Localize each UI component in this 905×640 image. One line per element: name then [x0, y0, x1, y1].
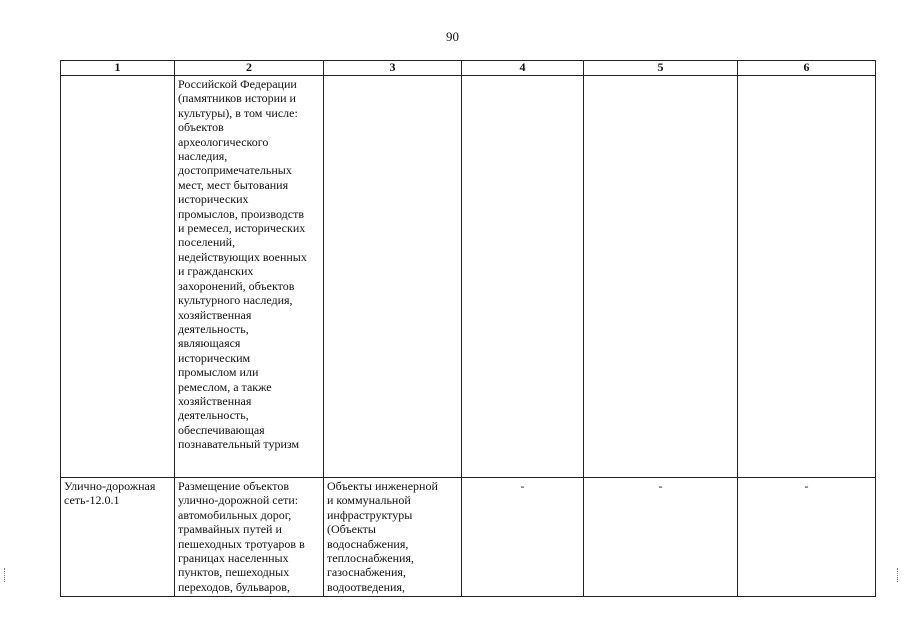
cell-text-line: археологического — [178, 134, 269, 149]
cell-text-line: хозяйственная — [178, 393, 252, 408]
cell-road-col-2 — [175, 478, 324, 597]
cell-text-line: и ремесел, исторических — [178, 221, 306, 236]
cell-text-line: улично-дорожной сети: — [178, 493, 299, 508]
cell-continued-col-5 — [584, 76, 738, 478]
cell-text-line: (памятников истории и — [178, 91, 296, 106]
cell-text-line: деятельность, — [178, 321, 249, 336]
cell-text-line: достопримечательных — [178, 163, 292, 178]
header-col-6: 6 — [738, 61, 876, 76]
table-header-row — [61, 61, 876, 76]
cell-road-col-5: - — [584, 478, 738, 597]
cell-text-line: инфраструктуры — [327, 507, 413, 522]
cell-text-line: культуры), в том числе: — [178, 105, 298, 120]
cell-text-line: водоснабжения, — [327, 536, 409, 551]
cell-text-line: культурного наследия, — [178, 293, 293, 308]
cell-text-line: деятельность, — [178, 408, 249, 423]
cell-text-line: Российской Федерации — [178, 77, 297, 91]
table-row-continued — [61, 76, 876, 478]
cell-text-line: пунктов, пешеходных — [178, 565, 290, 580]
cell-text-line: Объекты инженерной — [327, 479, 438, 493]
cell-continued-col-4 — [462, 76, 584, 478]
cell-text-line: газоснабжения, — [327, 565, 406, 580]
cell-continued-col-2 — [175, 76, 324, 478]
header-col-5: 5 — [584, 61, 738, 76]
cell-text-line: обеспечивающая — [178, 422, 265, 437]
cell-continued-col-3 — [324, 76, 462, 478]
cell-text-line: сеть-12.0.1 — [64, 493, 120, 508]
cell-continued-col-1 — [61, 76, 175, 478]
scan-edge-mark-right — [897, 568, 901, 582]
cell-text-line: и коммунальной — [327, 493, 411, 508]
cell-road-col-6: - — [738, 478, 876, 597]
cell-text-line: и гражданских — [178, 264, 254, 279]
cell-text-line: промыслов, производств — [178, 206, 304, 221]
cell-text-line: автомобильных дорог, — [178, 507, 292, 522]
header-col-2: 2 — [175, 61, 324, 76]
cell-text-line: пешеходных тротуаров в — [178, 536, 305, 551]
header-col-1: 1 — [61, 61, 175, 76]
cell-text-line: историческим — [178, 350, 251, 365]
cell-text-line: исторических — [178, 192, 249, 207]
cell-continued-col-6 — [738, 76, 876, 478]
cell-text-line: теплоснабжения, — [327, 551, 414, 566]
page-number: 90 — [446, 29, 459, 44]
cell-text-line: наследия, — [178, 149, 228, 164]
cell-text-line: Размещение объектов — [178, 479, 289, 493]
cell-text-line: переходов, бульваров, — [178, 579, 290, 594]
scan-edge-mark-left — [4, 568, 8, 582]
cell-text-line: трамвайных путей и — [178, 522, 282, 537]
cell-text-line: (Объекты — [327, 522, 376, 537]
cell-road-col-4: - — [462, 478, 584, 597]
header-col-4: 4 — [462, 61, 584, 76]
cell-text-line: мест, мест бытования — [178, 177, 289, 192]
cell-road-col-1 — [61, 478, 175, 597]
cell-text-line: являющаяся — [178, 336, 241, 351]
header-col-3: 3 — [324, 61, 462, 76]
cell-text-line: поселений, — [178, 235, 236, 250]
cell-text-line: хозяйственная — [178, 307, 252, 322]
cell-text-line: объектов — [178, 120, 224, 135]
cell-text-line: Улично-дорожная — [64, 479, 156, 493]
cell-text-line: водоотведения, — [327, 579, 405, 594]
cell-text-line: захоронений, объектов — [178, 278, 295, 293]
cell-text-line: познавательный туризм — [178, 437, 300, 452]
cell-text-line: ремеслом, а также — [178, 379, 272, 394]
cell-text-line: недействующих военных — [178, 249, 307, 264]
document-table — [60, 60, 876, 597]
table-row-road-network — [61, 478, 876, 597]
cell-text-line: границах населенных — [178, 551, 289, 566]
cell-road-col-3 — [324, 478, 462, 597]
cell-text-line: промыслом или — [178, 365, 259, 380]
